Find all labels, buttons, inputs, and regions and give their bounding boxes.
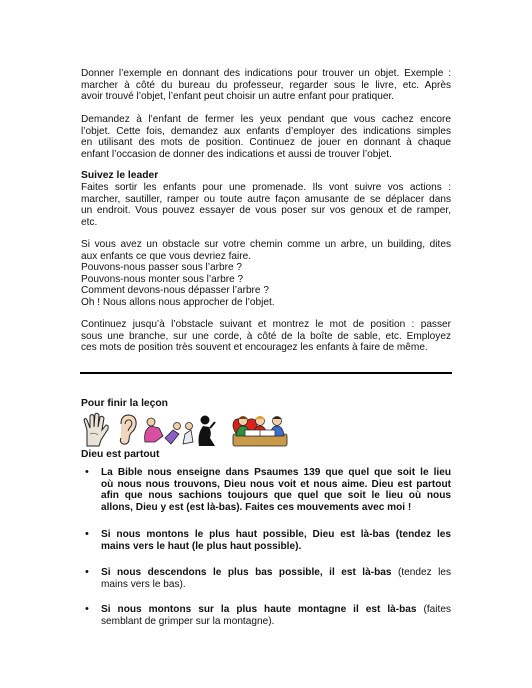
paragraph-line: Donner l’exemple en donnant des indications pour trouver un objet. Exemple :: [81, 68, 451, 79]
paragraph-line: Pouvons-nous monter sous l’arbre ?: [81, 273, 244, 285]
paragraph-line: ces mots de position très souvent et encouragez les enfants à faire de même.: [81, 342, 428, 354]
bold-text: Si nous montons sur la plus haute montagne il est là-bas: [101, 604, 417, 615]
paragraph-line: avoir trouvé l’objet, l’enfant peut choisir un autre enfant pour pratiquer.: [81, 91, 395, 103]
bullet-icon: •: [85, 466, 89, 478]
paragraph-line: un endroit. Vous pouvez essayer de vous poser sur vos genoux et de ramper,: [81, 205, 451, 217]
list-item-line: [101, 541, 301, 552]
bold-text: allons, Dieu y est (est là-bas). Faites ces mouvements avec moi !: [101, 501, 412, 513]
praying-figure-icon: [199, 416, 216, 447]
praying-icon: [145, 418, 193, 444]
paragraph-line: l’objet. Cette fois, demandez aux enfants d’employer des indications simples: [81, 125, 451, 137]
paragraph-line: aux enfants ce que vous devriez faire.: [81, 250, 252, 262]
bold-text: afin que nous sachions toujours que quel que soit le lieu où nous: [101, 490, 451, 502]
normal-text: semblant de grimper sur la montagne).: [101, 615, 275, 627]
paragraph-line: Faites sortir les enfants pour une promenade. Ils vont suivre vos actions :: [81, 182, 451, 193]
normal-text: mains vers le bas).: [101, 578, 186, 590]
children-reading-icon: [231, 412, 289, 448]
list-item-text: [101, 604, 451, 627]
paragraph-line: marcher à côté du bureau du professeur, regarder sous le livre, etc. Après: [81, 79, 451, 91]
list-item: [81, 467, 453, 515]
list-item-line: [101, 490, 451, 502]
normal-text: (faites: [416, 604, 451, 615]
paragraph-line: enfant l’occasion de donner des indications et aussi de trouver l’objet.: [81, 148, 392, 160]
list-item-line: [101, 616, 274, 627]
list-item-line: [101, 529, 451, 541]
paragraph-obstacle: [81, 239, 451, 309]
ear-icon: [120, 415, 136, 444]
paragraph-continue: [81, 319, 451, 354]
list-item-text: [101, 467, 451, 513]
list-item-text: [101, 567, 451, 590]
paragraph-line: marcher, sautiller, ramper ou toute autre façon amusante de se déplacer dans: [81, 193, 451, 205]
paragraph-walk: [81, 182, 451, 228]
section-title: Pour finir la leçon: [81, 398, 168, 409]
bold-text: où nous nous trouvons, Dieu nous voit et nous aime. Dieu est partout: [101, 478, 451, 490]
paragraph-line: en utilisant des mots de position. Continuez de jouer en donnant à chaque: [81, 137, 451, 149]
paragraph-hide-object: [81, 114, 451, 160]
section-subtitle: Dieu est partout: [81, 449, 160, 460]
paragraph-line: Pouvons-nous passer sous l’arbre ?: [81, 262, 243, 274]
list-item: [81, 567, 453, 591]
bullet-icon: •: [85, 603, 89, 615]
list-item-line: [101, 579, 186, 590]
list-item: [81, 529, 453, 553]
list-item-line: [101, 502, 411, 513]
heading-follow-leader: Suivez le leader: [81, 170, 159, 181]
bold-text: mains vers le haut (le plus haut possible).: [101, 540, 302, 552]
paragraph-example: [81, 68, 451, 103]
list-item-text: [101, 529, 451, 552]
paragraph-line: sous une branche, sur une corde, à côté de la boîte de sable, etc. Employez: [81, 330, 451, 342]
section-divider: [80, 372, 452, 374]
paragraph-line: Si vous avez un obstacle sur votre chemin comme un arbre, un building, dites: [81, 239, 451, 250]
normal-text: (tendez les: [391, 567, 451, 578]
bullet-icon: •: [85, 528, 89, 540]
paragraph-line: Comment devons-nous dépasser l’arbre ?: [81, 285, 269, 297]
bold-text: Si nous descendons le plus bas possible, il est là-bas: [101, 567, 392, 578]
bold-text: Si nous montons le plus haut possible, Dieu est là-bas (tendez les: [101, 529, 451, 540]
list-item-line: [101, 467, 451, 479]
paragraph-line: Continuez jusqu’à l’obstacle suivant et montrez le mot de position : passer: [81, 319, 451, 330]
bold-text: La Bible nous enseigne dans Psaumes 139 que quel que soit le lieu: [101, 467, 451, 478]
hand-icon: [84, 413, 108, 446]
list-item-line: [101, 567, 451, 579]
list-item-line: [101, 604, 451, 616]
paragraph-line: Demandez à l’enfant de fermer les yeux pendant que vous cachez encore: [81, 114, 451, 125]
bullet-icon: •: [85, 566, 89, 578]
list-item: [81, 604, 453, 628]
paragraph-line: etc.: [81, 216, 98, 228]
paragraph-line: Oh ! Nous allons nous approcher de l’objet.: [81, 296, 275, 308]
list-item-line: [101, 479, 451, 491]
